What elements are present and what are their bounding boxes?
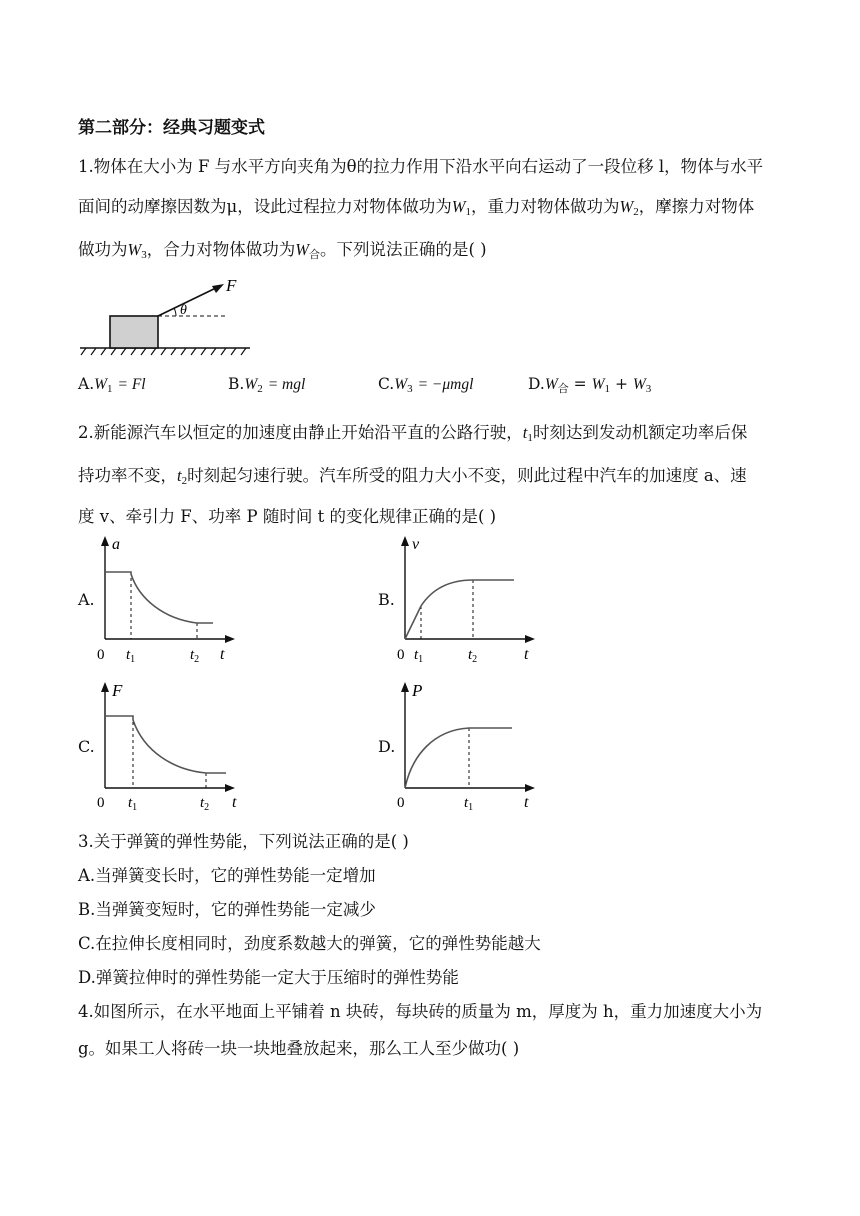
graph-a xyxy=(94,534,244,666)
q1-option-b xyxy=(228,375,305,395)
graph-b xyxy=(394,534,544,666)
force-label: F xyxy=(226,276,237,295)
q1-option-a xyxy=(78,375,146,395)
option-prefix: B. xyxy=(228,375,245,393)
w-he-symbol xyxy=(295,240,320,259)
y-axis-label: F xyxy=(112,681,123,700)
q1-line-2c: ，摩擦力对物体 xyxy=(638,197,755,216)
w-subscript: 3 xyxy=(141,249,147,261)
w-subscript: 3 xyxy=(645,383,652,395)
w-letter: W xyxy=(94,376,108,393)
x-axis-label: t xyxy=(524,646,529,663)
q2-line-2b: 时刻起匀速行驶。汽车所受的阻力大小不变，则此过程中汽车的加速度 a、速 xyxy=(187,466,747,485)
t-letter: t xyxy=(522,423,528,442)
t1-tick-label: $t_1$ xyxy=(414,647,424,665)
q1-option-c xyxy=(378,375,473,395)
t2-symbol xyxy=(177,466,187,485)
x-axis-arrow xyxy=(225,635,235,643)
w-subscript: 1 xyxy=(604,383,610,395)
plus-sign: + xyxy=(614,375,628,393)
w-letter: W xyxy=(544,376,558,393)
w-letter: W xyxy=(295,240,309,259)
w-he-symbol xyxy=(545,376,569,393)
y-axis-label: a xyxy=(112,536,120,553)
angle-arc xyxy=(174,308,176,316)
origin-label: 0 xyxy=(97,647,105,663)
t1-tick-label: $t_1$ xyxy=(126,647,136,665)
q3-option-b: B.当弹簧变短时，它的弹性势能一定减少 xyxy=(78,900,376,919)
curve xyxy=(105,716,226,773)
y-axis-arrow xyxy=(101,536,109,546)
t-subscript: 2 xyxy=(181,475,188,487)
w-letter: W xyxy=(632,376,646,393)
w-subscript: 2 xyxy=(257,383,263,395)
w-letter: W xyxy=(127,240,142,259)
origin-label: 0 xyxy=(97,795,105,811)
graph-d-label: D. xyxy=(378,737,396,756)
t1-tick-label: $t_1$ xyxy=(464,795,474,812)
w-subscript: 1 xyxy=(465,206,471,218)
graph-c-label: C. xyxy=(78,737,95,756)
graph-a-label: A. xyxy=(78,590,95,609)
w-subscript: 2 xyxy=(633,206,639,218)
t2-tick-label: $t_2$ xyxy=(190,647,200,665)
curve xyxy=(405,728,512,788)
q1-line-3c: 。下列说法正确的是( ) xyxy=(320,240,487,259)
q4-line-2: g。如果工人将砖一块一块地叠放起来，那么工人至少做功( ) xyxy=(78,1039,520,1058)
y-axis-arrow xyxy=(401,682,409,692)
t2-tick-label: $t_2$ xyxy=(468,647,478,665)
force-arrowhead xyxy=(212,284,224,293)
y-axis-arrow xyxy=(401,536,409,546)
q1-line-2b: ，重力对物体做功为 xyxy=(470,197,620,216)
graph-b-label: B. xyxy=(378,590,395,609)
q3-option-a: A.当弹簧变长时，它的弹性势能一定增加 xyxy=(78,866,376,885)
option-b-expression: = mgl xyxy=(267,376,306,393)
curve xyxy=(105,572,213,623)
q3-stem: 3.关于弹簧的弹性势能，下列说法正确的是( ) xyxy=(78,832,409,851)
x-axis-label: t xyxy=(232,794,237,811)
w2-symbol xyxy=(619,197,638,216)
q2-line-3: 度 v、牵引力 F、功率 P 随时间 t 的变化规律正确的是( ) xyxy=(78,507,497,526)
q2-line-1b: 时刻达到发动机额定功率后保 xyxy=(532,423,748,442)
section-heading: 第二部分：经典习题变式 xyxy=(78,118,265,138)
y-axis-arrow xyxy=(101,682,109,692)
q3-option-c: C.在拉伸长度相同时，劲度系数越大的弹簧，它的弹性势能越大 xyxy=(78,934,541,953)
q1-line-2 xyxy=(78,195,754,224)
q3-option-d: D.弹簧拉伸时的弹性势能一定大于压缩时的弹性势能 xyxy=(78,968,459,987)
w-subscript: 合 xyxy=(309,249,320,261)
graph-c xyxy=(94,680,244,812)
w2-symbol xyxy=(244,376,262,393)
q1-line-3a: 做功为 xyxy=(78,240,128,259)
w-subscript: 1 xyxy=(107,383,113,395)
q2-line-2a: 持功率不变， xyxy=(78,466,177,485)
q1-block-figure xyxy=(78,272,258,360)
w1-symbol xyxy=(452,197,471,216)
w-subscript: 3 xyxy=(407,383,413,395)
w-letter: W xyxy=(394,376,408,393)
w1-symbol xyxy=(94,376,112,393)
t2-tick-label: $t_2$ xyxy=(200,795,210,812)
origin-label: 0 xyxy=(397,795,405,811)
option-prefix: A. xyxy=(78,375,95,393)
q2-line-1 xyxy=(78,421,747,450)
origin-label: 0 xyxy=(397,647,405,663)
w-letter: W xyxy=(451,197,466,216)
w3-symbol xyxy=(128,240,147,259)
q1-option-d: $D.W_合 = W_1 + W_3$ xyxy=(528,375,652,395)
t-subscript: 1 xyxy=(527,432,533,444)
q2-line-1a: 2.新能源汽车以恒定的加速度由静止开始沿平直的公路行驶， xyxy=(78,423,523,442)
x-axis-arrow xyxy=(225,784,235,792)
t-letter: t xyxy=(177,466,182,485)
ground-hatching xyxy=(81,348,246,355)
x-axis-arrow xyxy=(525,784,535,792)
q4-line-1: 4.如图所示，在水平地面上平铺着 n 块砖，每块砖的质量为 m，厚度为 h，重力加速度大小为 xyxy=(78,1002,763,1021)
w3-symbol xyxy=(633,376,651,393)
angle-label: θ xyxy=(180,303,187,318)
w3-symbol xyxy=(394,376,412,393)
q1-line-1: 1.物体在大小为 F 与水平方向夹角为θ的拉力作用下沿水平向右运动了一段位移 l，物体与水平 xyxy=(78,157,764,176)
y-axis-label: P xyxy=(412,681,423,700)
y-axis-label: v xyxy=(412,536,420,553)
option-c-expression: = −μmgl xyxy=(417,376,474,393)
x-axis-label: t xyxy=(220,646,225,663)
graph-d xyxy=(394,680,544,812)
w-subscript: 合 xyxy=(557,383,569,395)
w-letter: W xyxy=(591,376,605,393)
x-axis-label: t xyxy=(524,794,529,811)
block xyxy=(110,316,158,348)
option-prefix: D. xyxy=(528,375,545,393)
q1-line-2a: 面间的动摩擦因数为μ，设此过程拉力对物体做功为 xyxy=(78,197,452,216)
x-axis-arrow xyxy=(525,635,535,643)
q2-line-2 xyxy=(78,464,747,493)
q1-line-3 xyxy=(78,238,487,267)
option-prefix: C. xyxy=(378,375,395,393)
t1-tick-label: $t_1$ xyxy=(128,795,138,812)
force-arrow xyxy=(158,286,220,316)
w1-symbol xyxy=(592,376,610,393)
t1-symbol xyxy=(523,423,533,442)
w-letter: W xyxy=(619,197,634,216)
q1-line-3b: ，合力对物体做功为 xyxy=(146,240,296,259)
option-a-expression: = Fl xyxy=(117,376,146,393)
w-letter: W xyxy=(244,376,258,393)
